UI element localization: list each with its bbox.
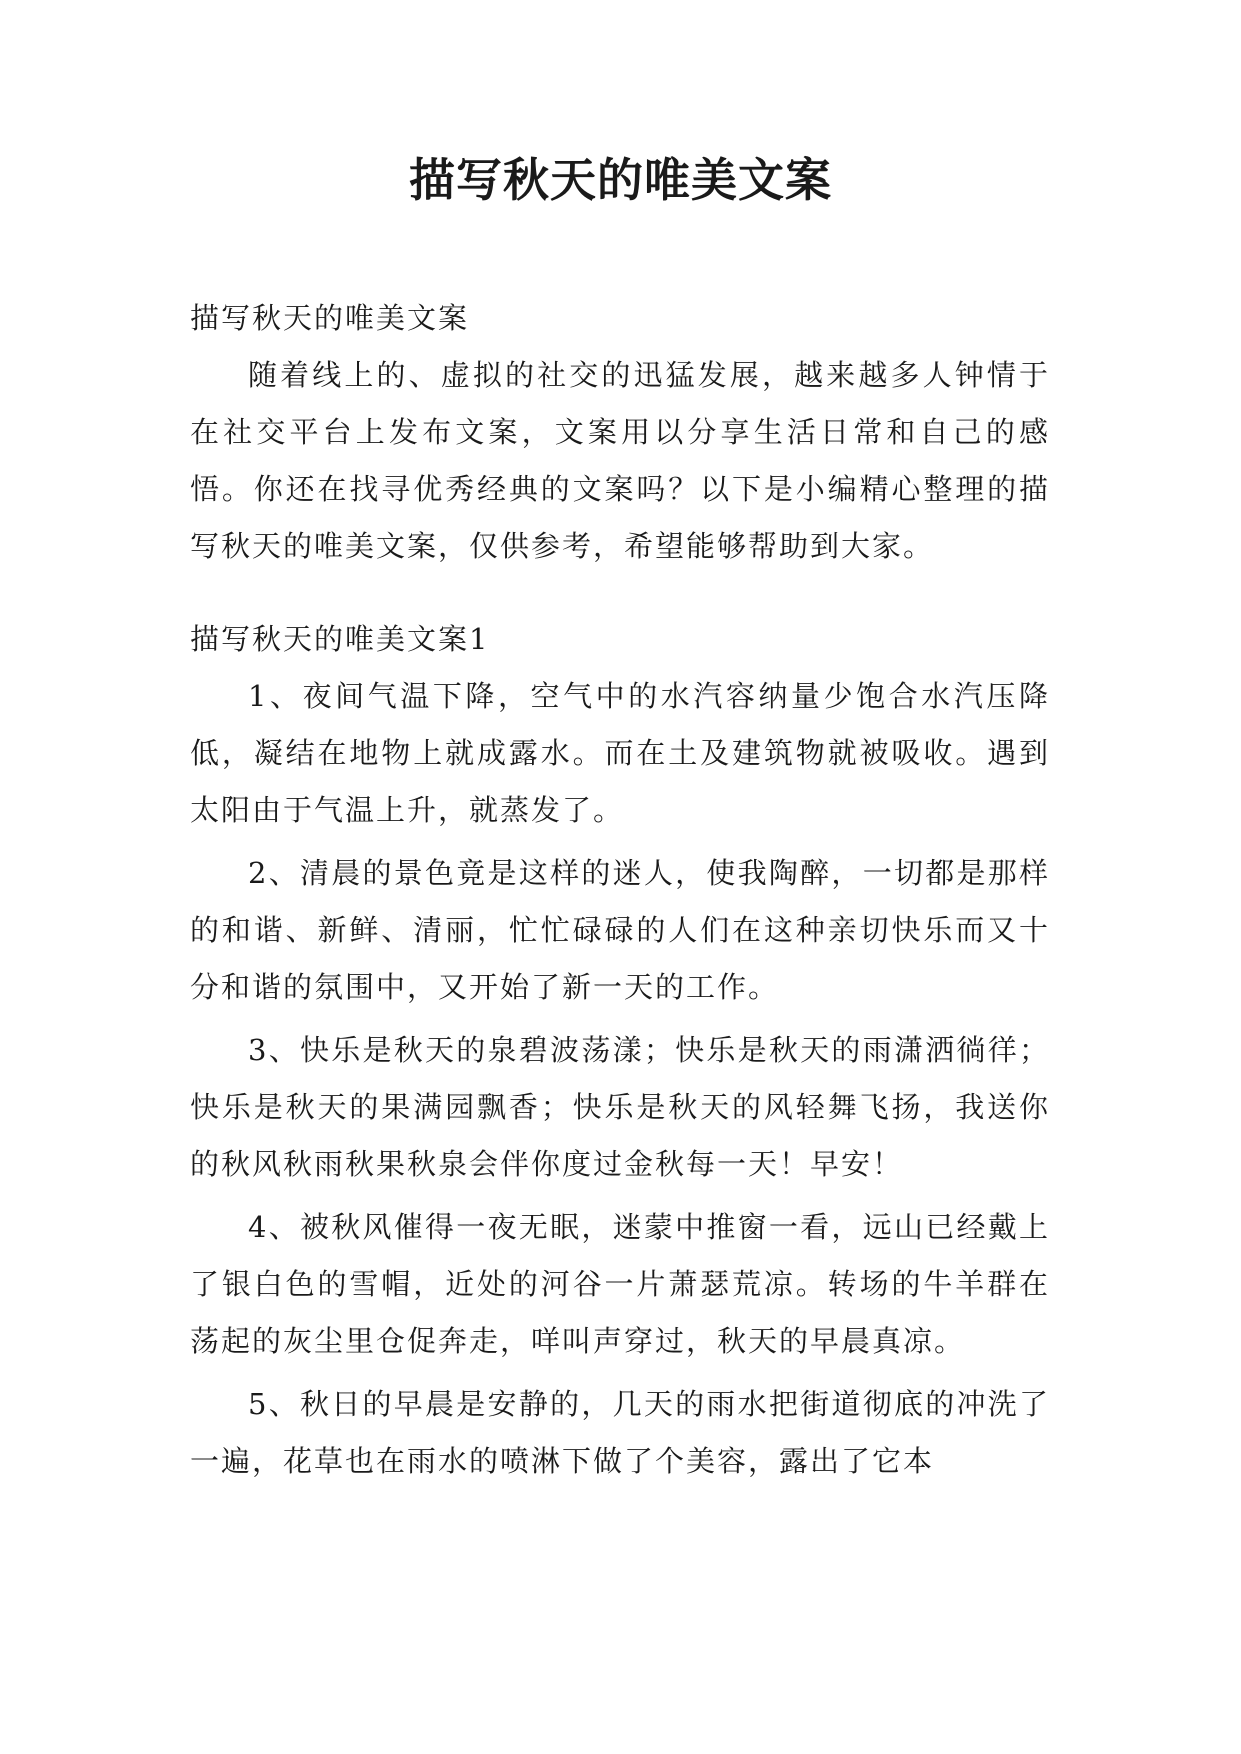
list-item-3: 3、快乐是秋天的泉碧波荡漾；快乐是秋天的雨潇洒徜徉；快乐是秋天的果满园飘香；快乐是秋天的风轻舞飞扬，我送你的秋风秋雨秋果秋泉会伴你度过金秋每一天！早安！ <box>190 1033 1050 1181</box>
list-item-4: 4、被秋风催得一夜无眠，迷蒙中推窗一看，远山已经戴上了银白色的雪帽，近处的河谷一片萧瑟荒凉。转场的牛羊群在荡起的灰尘里仓促奔走，咩叫声穿过，秋天的早晨真凉。 <box>190 1210 1050 1358</box>
section-heading: 描写秋天的唯美文案1 <box>190 622 490 656</box>
intro-paragraph: 随着线上的、虚拟的社交的迅猛发展，越来越多人钟情于在社交平台上发布文案，文案用以分享生活日常和自己的感悟。你还在找寻优秀经典的文案吗？以下是小编精心整理的描写秋天的唯美文案，仅供参考，希望能够帮助到大家。 <box>190 358 1050 563</box>
list-item-2: 2、清晨的景色竟是这样的迷人，使我陶醉，一切都是那样的和谐、新鲜、清丽，忙忙碌碌的人们在这种亲切快乐而又十分和谐的氛围中，又开始了新一天的工作。 <box>190 856 1050 1004</box>
intro-heading: 描写秋天的唯美文案 <box>190 301 470 335</box>
document-title: 描写秋天的唯美文案 <box>409 153 832 207</box>
list-item-1: 1、夜间气温下降，空气中的水汽容纳量少饱合水汽压降低，凝结在地物上就成露水。而在土及建筑物就被吸收。遇到太阳由于气温上升，就蒸发了。 <box>190 679 1050 827</box>
document-body <box>190 290 1050 1490</box>
list-item-5: 5、秋日的早晨是安静的，几天的雨水把街道彻底的冲洗了一遍，花草也在雨水的喷淋下做了个美容，露出了它本 <box>190 1387 1050 1478</box>
